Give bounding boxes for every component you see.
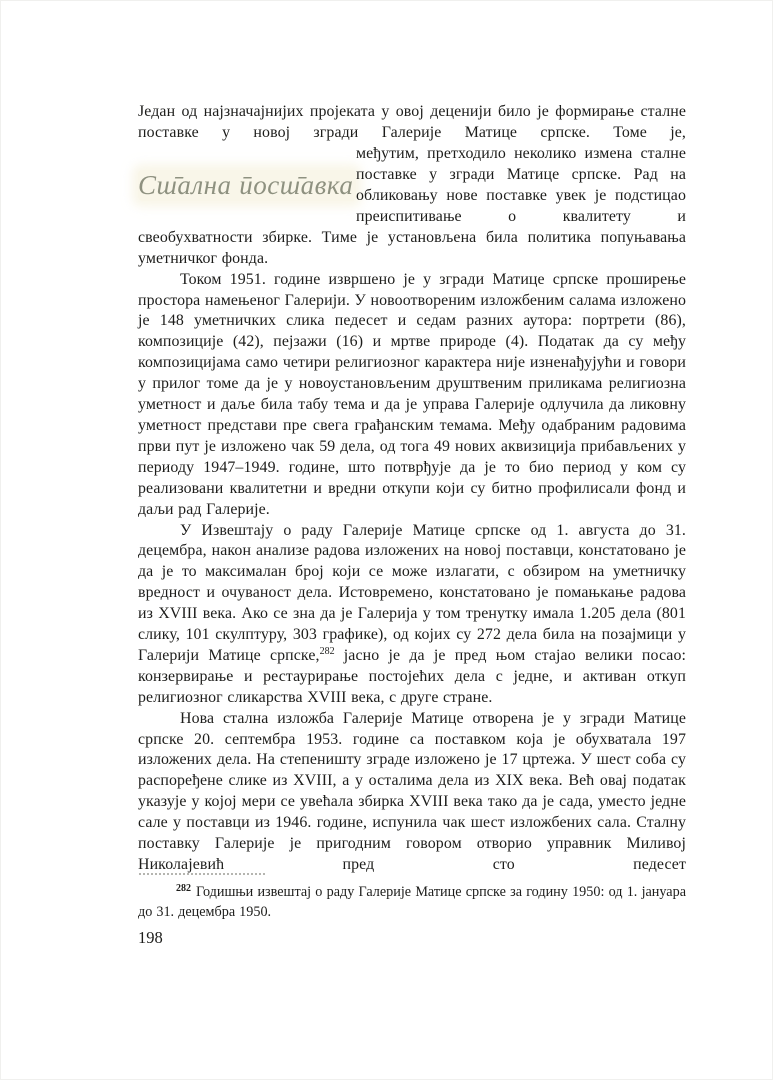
paragraph-new-permanent-exhibition: Нова стална изложба Галерије Матице отворена је у згради Матице српске 20. септембра 1953. године са поставком која је обухватала 197 изложених дела. На степеништу зграде изложено је 17 цртежа. У шест соба су распоређене слике из XVIII, а у осталима дела из XIX века. Већ овај податак указује у којој мери се увећала збирка XVIII века тако да је сада, уместо једне сале у поставци из 1946. године, испунила чак шест изложбених сала. Сталну поставку Галерије је пригодним говором отворио управник Миливој Николајевић пред сто педесет	[138, 709, 686, 873]
footnote-separator	[139, 873, 265, 875]
intro-paragraph-opening: Један од најзначајнијих пројеката у овој деценији било је формирање сталне поставке у новој згради Галерије Матице српске. Томе је,	[138, 103, 686, 141]
section-heading: Сш̄ална ӣосш̄авка	[138, 170, 356, 201]
report-text-before-ref: У Извештају о раду Галерије Матице српске од 1. августа до 31. децембра, након анализе радова изложених на новој поставци, констатовано је да је то максималан број који се може излагати, с обзиром на уметничку вредност и очуваност дела. Истовремено, констатовано је помањкање радова из XVIII века. Ако се зна да је Галерија у том тренутку имала 1.205 дела (801 слику, 101 скулптуру, 303 графике), од којих су 272 дела била на позајмици у Галерији Матице српске,	[138, 521, 686, 664]
page-number: 198	[138, 928, 163, 947]
heading-wrap-row	[138, 144, 686, 228]
paragraph-1951-expansion: Током 1951. године извршено је у згради Матице српске проширење простора намењеног Галерији. У новоотвореним изложбеним салама изложено је 148 уметничких слика педесет и седам разних аутора: портрети (86), композиције (42), пејзажи (16) и мртве природе (4). Податак да су међу композицијама само четири религиозног карактера није изненађујући и говори у прилог томе да је у новоустановљеним друштвеним приликама религиозна уметност и даље била табу тема и да је управа Галерије одлучила да ликовну уметност представи пре свега грађанским темама. Међу одабраним радовима први пут је изложено чак 59 дела, од тога 49 нових аквизиција прибављених у периоду 1947–1949. године, што потврђује да је то био период у ком су реализовани квалитетни и вредни откупи који су битно профилисали фонд и даљи рад Галерије.	[138, 270, 686, 518]
footnote-text: Годишњи извештај о раду Галерије Матице српске за годину 1950: од 1. јануара до 31. децембра 1950.	[138, 884, 686, 920]
footnote-area	[138, 873, 686, 922]
text-column	[138, 102, 686, 876]
footnote-number: 282	[176, 883, 191, 894]
intro-paragraph-closing: свеобухватности збирке. Тиме је установљена била политика попуњавања уметничког фонда.	[138, 228, 686, 267]
intro-paragraph	[138, 102, 686, 270]
paragraph-annual-report	[138, 521, 686, 709]
footnote-282	[138, 882, 686, 922]
intro-paragraph-beside-heading: међутим, претходило неколико измена сталне поставке у згради Матице српске. Рад на обликовању нове поставке увек је подстицао преиспитивање о квалитету и	[356, 145, 686, 225]
report-text-after-ref: јасно је да је пред њом стајао велики посао: конзервирање и рестаурирање постојећих дела с једне, и активан откуп религиозног сликарства XVIII века, с друге стране.	[138, 646, 687, 706]
footnote-reference-282: 282	[319, 645, 335, 657]
